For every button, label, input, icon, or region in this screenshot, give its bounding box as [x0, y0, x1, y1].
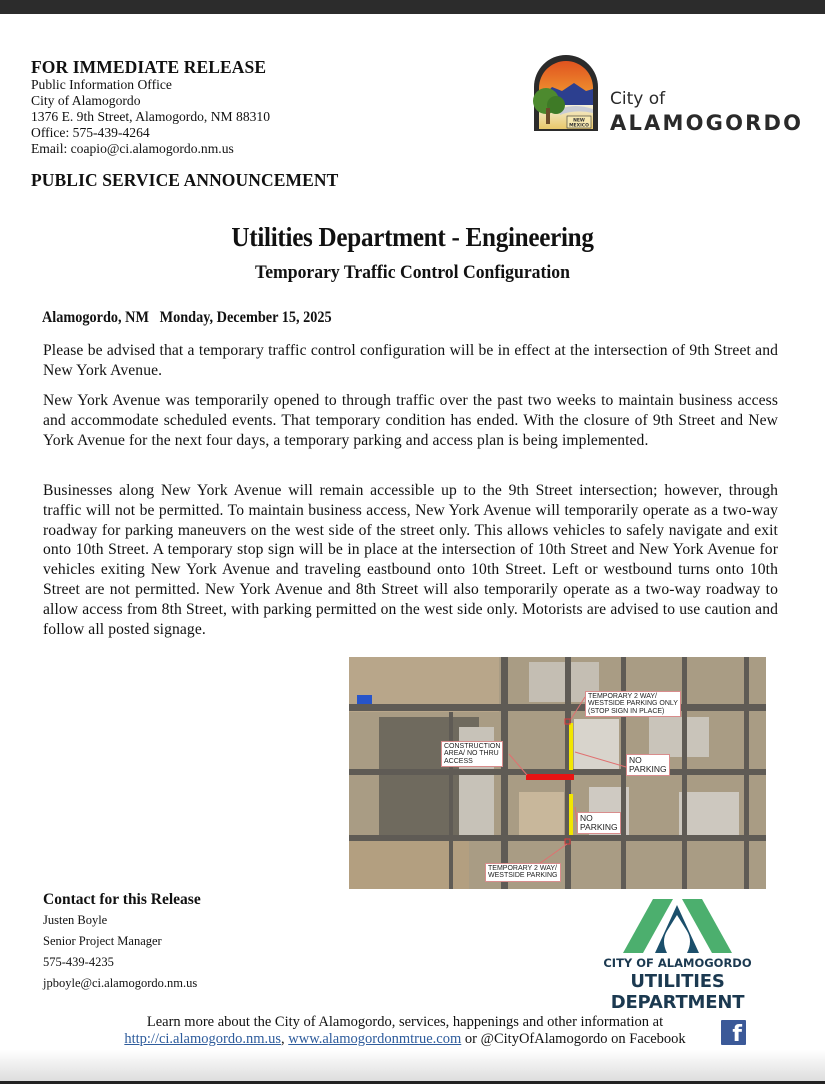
- alamogordo-true-link[interactable]: www.alamogordonmtrue.com: [288, 1031, 462, 1047]
- release-header: [31, 57, 270, 157]
- office-line: City of Alamogordo: [31, 93, 141, 108]
- closure-bar: [526, 774, 574, 780]
- utilities-logo-city: CITY OF ALAMOGORDO: [603, 956, 752, 970]
- map-label-temporary-two-way-bottom: [485, 863, 561, 882]
- office-address: 1376 E. 9th Street, Alamogordo, NM 88310: [31, 109, 271, 124]
- label-line: PARKING: [580, 821, 618, 832]
- body-paragraph: New York Avenue was temporarily opened to through traffic over the past two weeks to maintain business access and accommodate scheduled events. That temporary condition has ended. With the closure of 9th Street and New York Avenue for the next four days, a temporary parking and access plan is being implemented.: [43, 392, 778, 449]
- contact-title: Senior Project Manager: [43, 934, 162, 948]
- no-parking-zone: [569, 723, 573, 770]
- utilities-department-logo: [565, 895, 790, 1013]
- contact-email: jpboyle@ci.alamogordo.nm.us: [43, 976, 198, 990]
- label-line: (STOP SIGN IN PLACE): [588, 707, 665, 715]
- label-line: WESTSIDE PARKING ONLY: [588, 700, 678, 708]
- label-line: NO: [629, 755, 642, 765]
- map-label-no-parking: [577, 812, 621, 834]
- office-phone: Office: 575-439-4264: [31, 125, 150, 140]
- footer-text: [100, 1014, 710, 1048]
- label-line: WESTSIDE PARKING: [488, 872, 558, 880]
- contact-phone: 575-439-4235: [43, 955, 114, 969]
- psa-heading: PUBLIC SERVICE ANNOUNCEMENT: [31, 170, 339, 190]
- seal-mexico-text: MEXICO: [569, 123, 589, 129]
- utilities-logo-mark-icon: [615, 895, 740, 955]
- city-of-alamogordo-logo: [530, 53, 804, 135]
- logo-city-of: City of: [610, 89, 666, 109]
- traffic-control-map: [349, 657, 766, 889]
- logo-alamogordo: ALAMOGORDO: [610, 111, 804, 135]
- contact-name: Justen Boyle: [43, 913, 108, 927]
- map-label-no-parking: [626, 754, 670, 776]
- label-line: NO: [580, 813, 593, 823]
- viewer-top-bar: [0, 0, 825, 14]
- office-line: Public Information Office: [31, 77, 172, 92]
- page-bottom-shadow: [0, 1050, 825, 1082]
- label-line: ACCESS: [444, 757, 473, 765]
- contact-block: [43, 890, 201, 994]
- page-title: Utilities Department - Engineering: [231, 222, 594, 252]
- footer-line: Learn more about the City of Alamogordo, services, happenings and other information at: [146, 1014, 664, 1030]
- seal-new-text: NEW: [573, 118, 585, 124]
- city-seal-icon: [530, 53, 602, 133]
- label-line: AREA/ NO THRU: [444, 750, 499, 758]
- label-line: PARKING: [629, 763, 667, 774]
- body-paragraph: Businesses along New York Avenue will remain accessible up to the 9th Street intersection; however, through traffic will not be permitted. To maintain business access, New York Avenue will temporarily operate as a two-way roadway for parking maneuvers on the west side of the street only. This allows vehicles to safely navigate and exit onto 10th Street. A temporary stop sign will be in place at the intersection of 10th Street and New York Avenue for vehicles exiting New York Avenue and traveling eastbound onto 10th Street. Left or westbound turns onto 10th Street are not permitted. New York Avenue and 8th Street will also temporarily operate as a two-way roadway to allow access from 8th Street, with parking permitted on the west side only. Motorists are advised to use caution and follow all posted signage.: [43, 482, 778, 638]
- separator: ,: [281, 1031, 289, 1047]
- office-email: Email: coapio@ci.alamogordo.nm.us: [31, 141, 234, 156]
- utilities-logo-department: UTILITIES DEPARTMENT: [610, 971, 745, 1013]
- label-line: CONSTRUCTION: [444, 743, 501, 750]
- map-label-construction: [441, 741, 503, 767]
- city-website-link[interactable]: http://ci.alamogordo.nm.us: [124, 1031, 281, 1047]
- release-heading: FOR IMMEDIATE RELEASE: [31, 57, 267, 77]
- dateline: Alamogordo, NM Monday, December 15, 2025: [42, 309, 332, 326]
- aerial-map-image: [349, 657, 766, 889]
- footer-links-line: [100, 1031, 710, 1048]
- contact-heading: Contact for this Release: [43, 891, 201, 908]
- body-paragraph: Please be advised that a temporary traffic control configuration will be in effect at the intersection of 9th Street and New York Avenue.: [43, 342, 778, 379]
- facebook-icon[interactable]: f: [721, 1020, 746, 1045]
- facebook-handle-text: or @CityOfAlamogordo on Facebook: [461, 1031, 686, 1047]
- label-line: TEMPORARY 2 WAY/: [488, 865, 557, 872]
- label-line: TEMPORARY 2 WAY/: [588, 693, 657, 700]
- page-subtitle: Temporary Traffic Control Configuration: [255, 262, 570, 283]
- map-label-temporary-two-way-top: [585, 691, 681, 717]
- no-parking-zone: [569, 794, 573, 835]
